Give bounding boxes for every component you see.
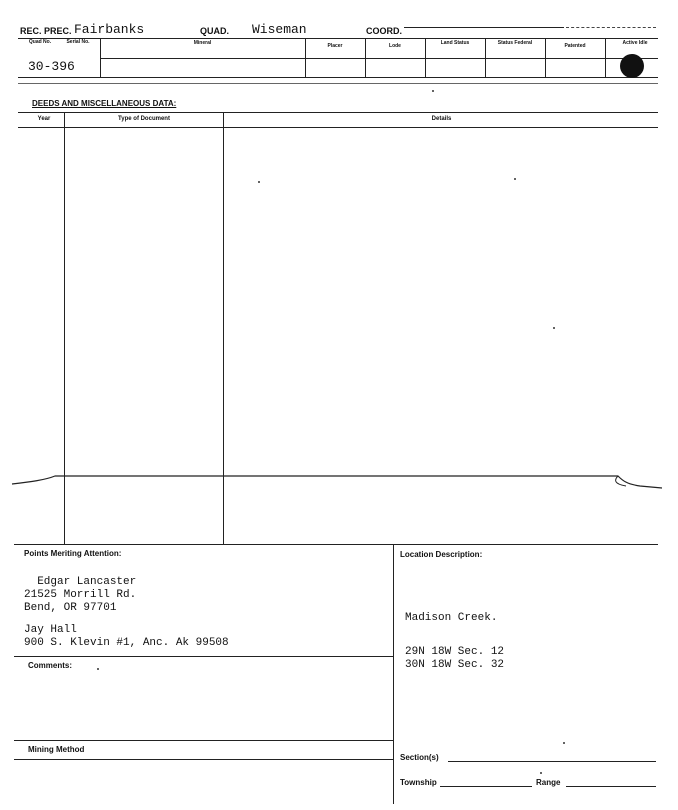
township-field-line <box>440 786 532 787</box>
points-meriting-title: Points Meriting Attention: <box>24 549 122 558</box>
comments-title: Comments: <box>28 661 73 670</box>
coord-line-dashed <box>566 27 656 28</box>
coord-line <box>404 27 564 28</box>
mining-method-underline <box>14 759 393 760</box>
lower-section-divider <box>393 544 394 804</box>
claim-col-sep <box>425 38 426 77</box>
scan-speck <box>97 668 99 670</box>
quad-serial-value: 30-396 <box>28 59 75 74</box>
points-line-3: Bend, OR 97701 <box>24 602 117 614</box>
mineral-label: Mineral <box>193 40 212 46</box>
rec-prec-value: Fairbanks <box>74 22 145 37</box>
location-line-1: 29N 18W Sec. 12 <box>405 646 505 658</box>
range-field-line <box>566 786 656 787</box>
claim-table-top <box>18 38 658 39</box>
scan-speck <box>432 90 434 92</box>
serial-no-label: Serial No. <box>66 39 90 45</box>
claim-table-underline <box>18 83 658 84</box>
scan-speck <box>563 742 565 744</box>
seam-line <box>0 466 678 496</box>
section-field-line <box>448 761 656 762</box>
scan-speck <box>553 327 555 329</box>
quad-label: QUAD. <box>200 26 229 36</box>
col-type-header: Type of Document <box>118 116 170 122</box>
location-line-2: 30N 18W Sec. 32 <box>405 659 505 671</box>
active-idle-filled-circle <box>620 54 644 78</box>
scan-speck <box>514 178 516 180</box>
scan-speck <box>258 181 260 183</box>
claim-table-bottom <box>18 77 658 78</box>
col-year-header: Year <box>37 116 51 122</box>
deeds-header-top <box>18 112 658 113</box>
coord-label: COORD. <box>366 26 402 36</box>
points-line-1: Edgar Lancaster <box>24 576 137 588</box>
quad-no-label: Quad No. <box>28 39 52 45</box>
deeds-header-bottom <box>18 127 658 128</box>
township-label: Township <box>400 778 437 787</box>
status-federal-label: Status Federal <box>497 40 533 46</box>
comments-top <box>14 656 393 657</box>
rec-prec-label: REC. PREC. <box>20 26 72 36</box>
mining-method-title: Mining Method <box>28 745 85 754</box>
lode-label: Lode <box>389 43 401 49</box>
placer-label: Placer <box>327 43 343 49</box>
scan-speck <box>540 772 542 774</box>
deeds-title: DEEDS AND MISCELLANEOUS DATA: <box>32 99 177 108</box>
mining-method-top <box>14 740 393 741</box>
claim-col-sep <box>605 38 606 77</box>
patented-label: Patented <box>564 43 586 49</box>
range-label: Range <box>536 778 561 787</box>
claim-table-mid <box>100 58 658 59</box>
location-title: Location Description: <box>400 550 483 559</box>
location-creek: Madison Creek. <box>405 612 498 624</box>
points-line-5: 900 S. Klevin #1, Anc. Ak 99508 <box>24 637 229 649</box>
points-line-2: 21525 Morrill Rd. <box>24 589 137 601</box>
land-status-label: Land Status <box>440 40 470 46</box>
quad-value: Wiseman <box>252 22 307 37</box>
claim-col-sep <box>485 38 486 77</box>
points-line-4: Jay Hall <box>24 624 77 636</box>
active-idle-label: Active Idle <box>622 40 648 46</box>
lower-section-top <box>14 544 658 545</box>
section-label: Section(s) <box>400 753 439 762</box>
col-details-header: Details <box>431 116 452 122</box>
